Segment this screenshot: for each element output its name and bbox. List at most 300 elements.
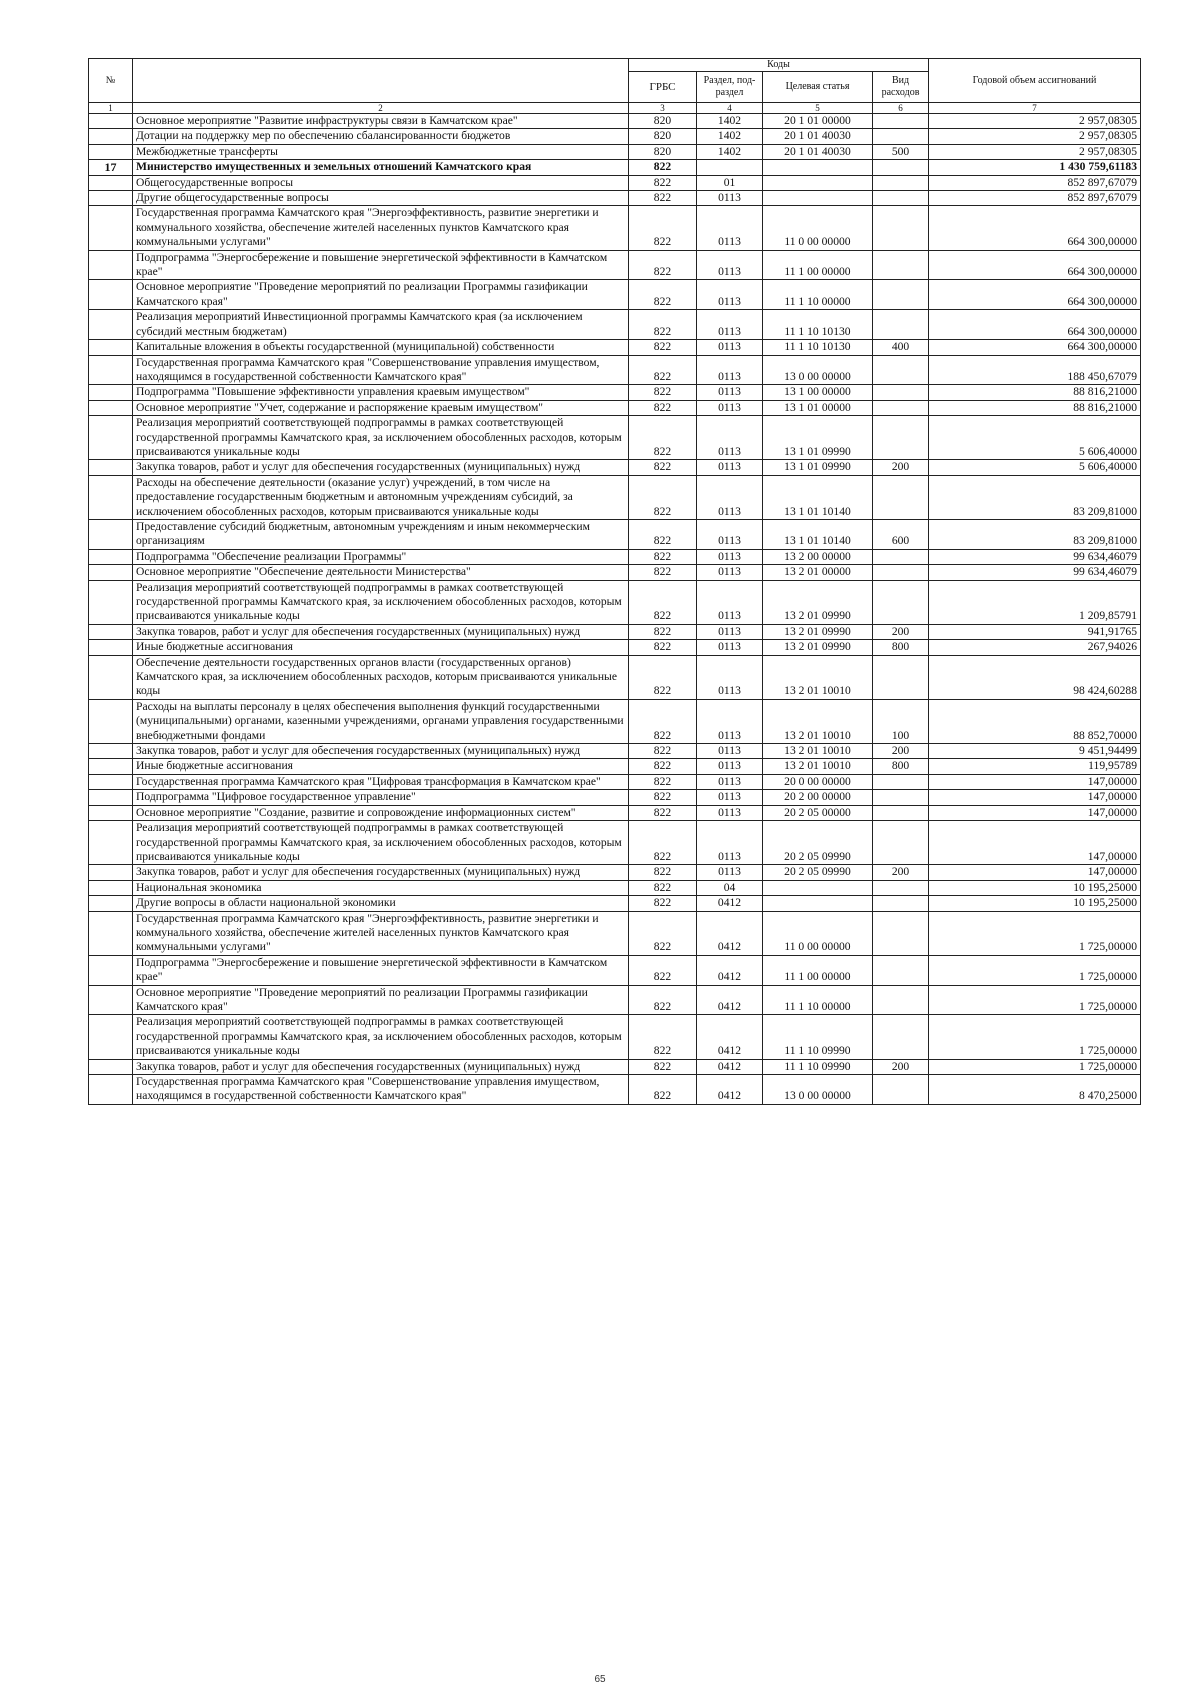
row-name: Закупка товаров, работ и услуг для обеспечения государственных (муниципальных) нужд (133, 460, 629, 475)
row-grbs: 822 (629, 744, 697, 759)
row-name: Реализация мероприятий соответствующей подпрограммы в рамках соответствующей государственной программы Камчатского края, за исключением обособленных расходов, которым присваиваются уникальные коды (133, 580, 629, 624)
row-name: Подпрограмма "Энергосбережение и повышение энергетической эффективности в Камчатском крае" (133, 955, 629, 985)
row-target: 13 2 01 00000 (763, 565, 873, 580)
row-target: 13 0 00 00000 (763, 1075, 873, 1105)
row-target: 11 0 00 00000 (763, 206, 873, 250)
row-section: 0113 (697, 624, 763, 639)
row-grbs: 822 (629, 280, 697, 310)
row-target (763, 160, 873, 175)
row-expense-type (873, 549, 929, 564)
row-section: 0113 (697, 580, 763, 624)
row-number (89, 191, 133, 206)
row-amount: 9 451,94499 (929, 744, 1141, 759)
row-name: Государственная программа Камчатского края "Цифровая трансформация в Камчатском крае" (133, 774, 629, 789)
row-grbs: 822 (629, 175, 697, 190)
row-section: 0412 (697, 1015, 763, 1059)
table-row (89, 340, 1141, 355)
row-section: 0113 (697, 400, 763, 415)
row-target: 11 1 10 00000 (763, 985, 873, 1015)
row-expense-type (873, 790, 929, 805)
row-section: 0113 (697, 549, 763, 564)
column-number: 2 (133, 103, 629, 114)
row-amount: 1 725,00000 (929, 985, 1141, 1015)
table-row (89, 774, 1141, 789)
row-grbs: 822 (629, 774, 697, 789)
row-expense-type (873, 114, 929, 129)
row-section: 0412 (697, 955, 763, 985)
row-expense-type (873, 580, 929, 624)
row-section: 0113 (697, 759, 763, 774)
row-section: 1402 (697, 114, 763, 129)
row-name: Подпрограмма "Повышение эффективности управления краевым имуществом" (133, 385, 629, 400)
header-expense-type: Вид расходов (873, 72, 929, 103)
row-expense-type (873, 805, 929, 820)
row-expense-type: 200 (873, 624, 929, 639)
row-amount: 5 606,40000 (929, 416, 1141, 460)
row-amount: 852 897,67079 (929, 191, 1141, 206)
row-amount: 99 634,46079 (929, 565, 1141, 580)
column-number: 1 (89, 103, 133, 114)
row-amount: 147,00000 (929, 865, 1141, 880)
row-number (89, 580, 133, 624)
table-row (89, 896, 1141, 911)
row-target: 13 1 01 00000 (763, 400, 873, 415)
row-grbs: 822 (629, 206, 697, 250)
row-grbs: 822 (629, 896, 697, 911)
row-target: 13 0 00 00000 (763, 355, 873, 385)
row-name: Государственная программа Камчатского края "Энергоэффективность, развитие энергетики и коммунального хозяйства, обеспечение жителей населенных пунктов Камчатского края коммунальными услугами" (133, 911, 629, 955)
row-name: Основное мероприятие "Создание, развитие и сопровождение информационных систем" (133, 805, 629, 820)
row-expense-type: 200 (873, 460, 929, 475)
row-name: Иные бюджетные ассигнования (133, 759, 629, 774)
row-grbs: 822 (629, 624, 697, 639)
table-row (89, 1059, 1141, 1074)
row-amount: 1 725,00000 (929, 911, 1141, 955)
table-row (89, 699, 1141, 743)
row-name: Подпрограмма "Обеспечение реализации Программы" (133, 549, 629, 564)
row-grbs: 822 (629, 865, 697, 880)
row-name: Межбюджетные трансферты (133, 144, 629, 159)
row-expense-type (873, 1075, 929, 1105)
row-grbs: 822 (629, 805, 697, 820)
row-name: Капитальные вложения в объекты государственной (муниципальной) собственности (133, 340, 629, 355)
table-row (89, 821, 1141, 865)
row-number (89, 624, 133, 639)
row-section: 0113 (697, 821, 763, 865)
column-number: 3 (629, 103, 697, 114)
row-target: 20 1 01 00000 (763, 114, 873, 129)
row-target: 11 1 10 10130 (763, 310, 873, 340)
row-target: 11 1 10 00000 (763, 280, 873, 310)
row-name: Подпрограмма "Цифровое государственное управление" (133, 790, 629, 805)
row-section: 0113 (697, 519, 763, 549)
row-section: 0113 (697, 385, 763, 400)
row-amount: 10 195,25000 (929, 880, 1141, 895)
row-target: 20 2 00 00000 (763, 790, 873, 805)
row-amount: 2 957,08305 (929, 144, 1141, 159)
row-name: Расходы на выплаты персоналу в целях обеспечения выполнения функций государственными (муниципальными) органами, казенными учреждениями, органами управления государственными внебюджетными фондами (133, 699, 629, 743)
row-expense-type (873, 250, 929, 280)
row-number (89, 460, 133, 475)
row-amount: 119,95789 (929, 759, 1141, 774)
row-amount: 1 209,85791 (929, 580, 1141, 624)
row-name: Основное мероприятие "Проведение мероприятий по реализации Программы газификации Камчатского края" (133, 985, 629, 1015)
row-number (89, 475, 133, 519)
row-number (89, 759, 133, 774)
row-amount: 664 300,00000 (929, 250, 1141, 280)
row-name: Реализация мероприятий Инвестиционной программы Камчатского края (за исключением субсидий местным бюджетам) (133, 310, 629, 340)
row-section: 0412 (697, 985, 763, 1015)
row-section: 0113 (697, 805, 763, 820)
row-amount: 147,00000 (929, 821, 1141, 865)
table-row (89, 191, 1141, 206)
table-row (89, 460, 1141, 475)
row-expense-type: 600 (873, 519, 929, 549)
row-number (89, 1059, 133, 1074)
row-grbs: 822 (629, 790, 697, 805)
row-grbs: 822 (629, 1075, 697, 1105)
row-expense-type (873, 280, 929, 310)
row-grbs: 822 (629, 580, 697, 624)
row-amount: 267,94026 (929, 640, 1141, 655)
table-row (89, 160, 1141, 175)
row-amount: 664 300,00000 (929, 310, 1141, 340)
row-name: Основное мероприятие "Развитие инфраструктуры связи в Камчатском крае" (133, 114, 629, 129)
row-amount: 83 209,81000 (929, 475, 1141, 519)
page-number: 65 (594, 1674, 606, 1685)
row-target: 20 0 00 00000 (763, 774, 873, 789)
row-amount: 88 816,21000 (929, 400, 1141, 415)
row-grbs: 820 (629, 114, 697, 129)
row-number (89, 1015, 133, 1059)
row-amount: 1 725,00000 (929, 1059, 1141, 1074)
table-row (89, 1015, 1141, 1059)
header-target: Целевая статья (763, 72, 873, 103)
table-row (89, 519, 1141, 549)
row-target (763, 896, 873, 911)
row-section: 0412 (697, 1059, 763, 1074)
row-expense-type: 200 (873, 744, 929, 759)
row-section: 0113 (697, 460, 763, 475)
row-name: Государственная программа Камчатского края "Энергоэффективность, развитие энергетики и коммунального хозяйства, обеспечение жителей населенных пунктов Камчатского края коммунальными услугами" (133, 206, 629, 250)
table-row (89, 250, 1141, 280)
row-amount: 83 209,81000 (929, 519, 1141, 549)
row-grbs: 822 (629, 385, 697, 400)
row-section: 0113 (697, 790, 763, 805)
row-target: 20 2 05 09990 (763, 821, 873, 865)
row-grbs: 822 (629, 416, 697, 460)
row-expense-type (873, 160, 929, 175)
row-expense-type (873, 821, 929, 865)
row-number (89, 416, 133, 460)
row-number (89, 549, 133, 564)
header-num: № (89, 59, 133, 103)
table-row (89, 416, 1141, 460)
row-grbs: 822 (629, 699, 697, 743)
row-number (89, 896, 133, 911)
table-row (89, 1075, 1141, 1105)
column-number-row (89, 103, 1141, 114)
row-section: 0113 (697, 699, 763, 743)
row-expense-type (873, 880, 929, 895)
row-target: 13 2 01 09990 (763, 624, 873, 639)
table-body (89, 114, 1141, 1105)
row-amount: 664 300,00000 (929, 280, 1141, 310)
row-number (89, 774, 133, 789)
table-row (89, 805, 1141, 820)
row-target: 13 2 01 10010 (763, 744, 873, 759)
row-expense-type (873, 400, 929, 415)
row-target (763, 191, 873, 206)
table-row (89, 280, 1141, 310)
row-grbs: 822 (629, 160, 697, 175)
row-name: Общегосударственные вопросы (133, 175, 629, 190)
row-target: 20 2 05 00000 (763, 805, 873, 820)
row-name: Министерство имущественных и земельных отношений Камчатского края (133, 160, 629, 175)
row-amount: 8 470,25000 (929, 1075, 1141, 1105)
row-target: 13 1 01 09990 (763, 460, 873, 475)
row-section: 1402 (697, 129, 763, 144)
header-codes: Коды (629, 59, 929, 72)
row-number (89, 400, 133, 415)
row-name: Другие вопросы в области национальной экономики (133, 896, 629, 911)
row-target (763, 175, 873, 190)
row-grbs: 822 (629, 655, 697, 699)
row-amount: 5 606,40000 (929, 460, 1141, 475)
table-row (89, 580, 1141, 624)
row-section: 0113 (697, 206, 763, 250)
row-grbs: 820 (629, 144, 697, 159)
row-expense-type (873, 355, 929, 385)
row-grbs: 822 (629, 250, 697, 280)
row-section: 01 (697, 175, 763, 190)
column-number: 4 (697, 103, 763, 114)
header-section: Раздел, под- раздел (697, 72, 763, 103)
row-grbs: 822 (629, 985, 697, 1015)
row-target: 13 2 01 09990 (763, 580, 873, 624)
row-expense-type (873, 896, 929, 911)
row-target: 13 1 01 09990 (763, 416, 873, 460)
row-expense-type (873, 475, 929, 519)
row-expense-type (873, 206, 929, 250)
row-expense-type (873, 985, 929, 1015)
table-row (89, 114, 1141, 129)
row-section: 0113 (697, 340, 763, 355)
row-number (89, 880, 133, 895)
row-expense-type: 400 (873, 340, 929, 355)
row-name: Основное мероприятие "Учет, содержание и распоряжение краевым имуществом" (133, 400, 629, 415)
row-number (89, 805, 133, 820)
row-amount: 2 957,08305 (929, 129, 1141, 144)
row-grbs: 822 (629, 640, 697, 655)
row-section: 0113 (697, 355, 763, 385)
row-grbs: 822 (629, 355, 697, 385)
row-target (763, 880, 873, 895)
row-target: 13 1 01 10140 (763, 519, 873, 549)
row-amount: 1 725,00000 (929, 955, 1141, 985)
row-name: Закупка товаров, работ и услуг для обеспечения государственных (муниципальных) нужд (133, 744, 629, 759)
row-name: Реализация мероприятий соответствующей подпрограммы в рамках соответствующей государственной программы Камчатского края, за исключением обособленных расходов, которым присваиваются уникальные коды (133, 416, 629, 460)
row-target: 11 0 00 00000 (763, 911, 873, 955)
row-number (89, 865, 133, 880)
row-number (89, 565, 133, 580)
row-name: Обеспечение деятельности государственных органов власти (государственных органов) Камчатского края, за исключением обособленных расходов, которым присваиваются уникальные коды (133, 655, 629, 699)
row-grbs: 822 (629, 310, 697, 340)
row-target: 13 2 01 10010 (763, 655, 873, 699)
row-grbs: 822 (629, 955, 697, 985)
table-row (89, 624, 1141, 639)
row-target: 13 2 01 10010 (763, 699, 873, 743)
row-grbs: 822 (629, 400, 697, 415)
header-grbs: ГРБС (629, 72, 697, 103)
row-number (89, 114, 133, 129)
header-row-top (89, 59, 1141, 72)
row-number (89, 519, 133, 549)
row-amount: 147,00000 (929, 805, 1141, 820)
row-number (89, 1075, 133, 1105)
row-grbs: 822 (629, 340, 697, 355)
row-grbs: 822 (629, 821, 697, 865)
row-section: 0113 (697, 416, 763, 460)
row-number (89, 985, 133, 1015)
row-target: 13 2 00 00000 (763, 549, 873, 564)
row-amount: 2 957,08305 (929, 114, 1141, 129)
row-amount: 941,91765 (929, 624, 1141, 639)
row-number (89, 144, 133, 159)
row-expense-type (873, 385, 929, 400)
row-section: 04 (697, 880, 763, 895)
row-expense-type: 200 (873, 1059, 929, 1074)
row-grbs: 822 (629, 880, 697, 895)
row-name: Реализация мероприятий соответствующей подпрограммы в рамках соответствующей государственной программы Камчатского края, за исключением обособленных расходов, которым присваиваются уникальные коды (133, 821, 629, 865)
row-grbs: 822 (629, 565, 697, 580)
row-expense-type (873, 911, 929, 955)
table-row (89, 144, 1141, 159)
row-name: Иные бюджетные ассигнования (133, 640, 629, 655)
row-number (89, 744, 133, 759)
row-number (89, 206, 133, 250)
row-section: 0113 (697, 475, 763, 519)
row-grbs: 822 (629, 911, 697, 955)
row-grbs: 822 (629, 1015, 697, 1059)
row-expense-type (873, 655, 929, 699)
column-number: 7 (929, 103, 1141, 114)
row-name: Закупка товаров, работ и услуг для обеспечения государственных (муниципальных) нужд (133, 865, 629, 880)
budget-allocation-table (88, 58, 1141, 1105)
table-row (89, 129, 1141, 144)
row-amount: 98 424,60288 (929, 655, 1141, 699)
column-number: 6 (873, 103, 929, 114)
row-target: 11 1 00 00000 (763, 250, 873, 280)
row-section: 0412 (697, 1075, 763, 1105)
row-amount: 664 300,00000 (929, 206, 1141, 250)
row-expense-type (873, 565, 929, 580)
table-row (89, 744, 1141, 759)
row-expense-type: 500 (873, 144, 929, 159)
row-expense-type (873, 310, 929, 340)
row-number (89, 911, 133, 955)
row-target: 20 1 01 40030 (763, 144, 873, 159)
row-name: Государственная программа Камчатского края "Совершенствование управления имуществом, находящимся в государственной собственности Камчатского края" (133, 355, 629, 385)
row-target: 11 1 00 00000 (763, 955, 873, 985)
row-expense-type (873, 175, 929, 190)
row-number (89, 699, 133, 743)
row-section: 0113 (697, 250, 763, 280)
row-expense-type (873, 1015, 929, 1059)
row-number: 17 (89, 160, 133, 175)
table-row (89, 865, 1141, 880)
table-row (89, 385, 1141, 400)
row-grbs: 822 (629, 1059, 697, 1074)
row-target: 20 2 05 09990 (763, 865, 873, 880)
row-amount: 188 450,67079 (929, 355, 1141, 385)
row-number (89, 385, 133, 400)
row-section: 0113 (697, 191, 763, 206)
row-number (89, 175, 133, 190)
row-name: Предоставление субсидий бюджетным, автономным учреждениям и иным некоммерческим организациям (133, 519, 629, 549)
row-target: 20 1 01 40030 (763, 129, 873, 144)
table-row (89, 355, 1141, 385)
row-name: Государственная программа Камчатского края "Совершенствование управления имуществом, находящимся в государственной собственности Камчатского края" (133, 1075, 629, 1105)
row-grbs: 822 (629, 759, 697, 774)
table-row (89, 911, 1141, 955)
row-section: 0113 (697, 565, 763, 580)
row-name: Закупка товаров, работ и услуг для обеспечения государственных (муниципальных) нужд (133, 1059, 629, 1074)
row-grbs: 822 (629, 549, 697, 564)
row-expense-type (873, 774, 929, 789)
table-row (89, 640, 1141, 655)
table-row (89, 955, 1141, 985)
table-row (89, 549, 1141, 564)
row-expense-type (873, 416, 929, 460)
row-section: 0113 (697, 774, 763, 789)
row-amount: 99 634,46079 (929, 549, 1141, 564)
column-number: 5 (763, 103, 873, 114)
row-target: 13 2 01 10010 (763, 759, 873, 774)
row-expense-type: 100 (873, 699, 929, 743)
row-number (89, 821, 133, 865)
row-amount: 1 430 759,61183 (929, 160, 1141, 175)
row-target: 13 1 00 00000 (763, 385, 873, 400)
table-row (89, 400, 1141, 415)
row-target: 11 1 10 09990 (763, 1015, 873, 1059)
table-row (89, 759, 1141, 774)
row-grbs: 822 (629, 519, 697, 549)
table-row (89, 175, 1141, 190)
header-name (133, 59, 629, 103)
table-row (89, 565, 1141, 580)
table-row (89, 985, 1141, 1015)
row-section: 1402 (697, 144, 763, 159)
row-target: 11 1 10 09990 (763, 1059, 873, 1074)
row-name: Основное мероприятие "Обеспечение деятельности Министерства" (133, 565, 629, 580)
row-number (89, 790, 133, 805)
row-number (89, 340, 133, 355)
row-amount: 664 300,00000 (929, 340, 1141, 355)
row-section: 0113 (697, 865, 763, 880)
row-name: Основное мероприятие "Проведение мероприятий по реализации Программы газификации Камчатского края" (133, 280, 629, 310)
table-row (89, 655, 1141, 699)
row-number (89, 310, 133, 340)
row-number (89, 250, 133, 280)
row-name: Национальная экономика (133, 880, 629, 895)
row-amount: 147,00000 (929, 774, 1141, 789)
budget-table-sheet (88, 58, 1140, 1105)
row-number (89, 655, 133, 699)
row-amount: 1 725,00000 (929, 1015, 1141, 1059)
row-number (89, 355, 133, 385)
row-section: 0113 (697, 310, 763, 340)
